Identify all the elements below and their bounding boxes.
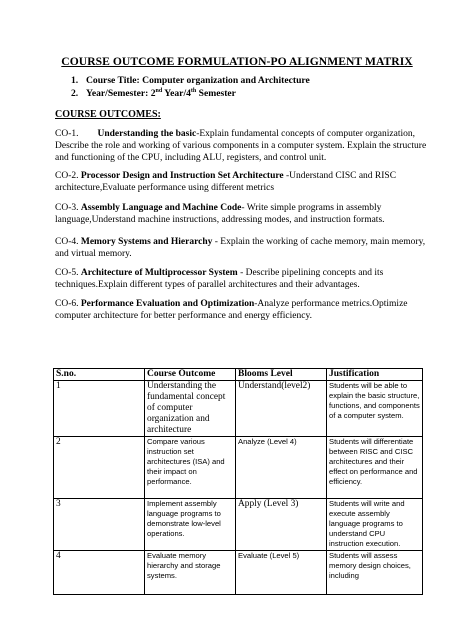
co-text: - Describe pipelining concepts and its techniques.Explain different types of parallel architectures and their advantages.	[55, 268, 384, 290]
co-code: CO-6.	[55, 299, 79, 309]
co-code: CO-1.	[55, 129, 79, 139]
cell-sno: 3	[54, 499, 145, 551]
header-sno: S.no.	[54, 369, 145, 381]
cell-outcome: Understanding the fundamental concept of computer organization and architecture	[145, 381, 236, 437]
header-blooms-level: Blooms Level	[236, 369, 327, 381]
co-text: -Explain fundamental concepts of computer organization, Describe the role and working of various components in a computer system. Explain the structure and functioning of the CPU, including ALU, registers, and control unit.	[55, 129, 427, 163]
cell-sno: 2	[54, 437, 145, 499]
cell-outcome: Implement assembly language programs to demonstrate low-level operations.	[145, 499, 236, 551]
course-outcome-2	[55, 170, 427, 194]
year-semester-text: Year/Semester: 2nd Year/4th Semester	[86, 88, 236, 100]
co-title: Assembly Language and Machine Code	[80, 203, 242, 213]
table-row	[54, 551, 423, 595]
table-header-row	[54, 369, 423, 381]
cell-justification: Students will differentiate between RISC and CISC architectures and their effect on performance and efficiency.	[327, 437, 423, 499]
cell-justification: Students will write and execute assembly language programs to understand CPU instruction execution.	[327, 499, 423, 551]
year-semester-line	[71, 88, 236, 99]
table-row	[54, 437, 423, 499]
alignment-table	[53, 368, 423, 595]
cell-level: Apply (Level 3)	[236, 499, 327, 551]
co-text: -Analyze performance metrics.Optimize computer architecture for better performance and energy efficiency.	[55, 299, 408, 321]
cell-justification: Students will assess memory design choices, including	[327, 551, 423, 595]
table-row	[54, 381, 423, 437]
co-text: - Explain the working of cache memory, main memory, and virtual memory.	[55, 237, 426, 259]
section-heading-course-outcomes: COURSE OUTCOMES:	[55, 109, 161, 120]
co-code: CO-2.	[55, 171, 79, 181]
cell-level: Analyze (Level 4)	[236, 437, 327, 499]
document-title: COURSE OUTCOME FORMULATION-PO ALIGNMENT MATRIX	[61, 55, 413, 68]
cell-level: Evaluate (Level 5)	[236, 551, 327, 595]
table-row	[54, 499, 423, 551]
co-title: Memory Systems and Hierarchy	[80, 237, 213, 247]
co-title: Processor Design and Instruction Set Architecture	[80, 171, 284, 181]
course-title-line	[71, 75, 310, 86]
cell-outcome: Compare various instruction set architectures (ISA) and their impact on performance.	[145, 437, 236, 499]
list-number: 1.	[71, 75, 79, 86]
course-outcome-6	[55, 298, 427, 322]
co-code: CO-4.	[55, 237, 79, 247]
course-outcome-4	[55, 236, 427, 260]
cell-sno: 1	[54, 381, 145, 437]
course-title-text: Course Title: Computer organization and Architecture	[86, 75, 310, 86]
course-outcome-1	[55, 128, 427, 164]
co-code: CO-3.	[55, 203, 79, 213]
header-justification: Justification	[327, 369, 423, 381]
course-outcome-3	[55, 202, 427, 226]
co-title: Performance Evaluation and Optimization	[80, 299, 255, 309]
header-course-outcome: Course Outcome	[145, 369, 236, 381]
cell-sno: 4	[54, 551, 145, 595]
list-number: 2.	[71, 88, 79, 100]
co-title: Understanding the basic	[97, 129, 197, 139]
cell-outcome: Evaluate memory hierarchy and storage systems.	[145, 551, 236, 595]
cell-level: Understand(level2)	[236, 381, 327, 437]
cell-justification: Students will be able to explain the basic structure, functions, and components of a computer system.	[327, 381, 423, 437]
co-title: Architecture of Multiprocessor System	[80, 268, 238, 278]
co-code: CO-5.	[55, 268, 79, 278]
co-text: - Write simple programs in assembly language,Understand machine instructions, addressing modes, and instruction formats.	[55, 203, 385, 225]
course-outcome-5	[55, 267, 427, 291]
co-text: -Understand CISC and RISC architecture,Evaluate performance using different metrics	[55, 171, 397, 193]
